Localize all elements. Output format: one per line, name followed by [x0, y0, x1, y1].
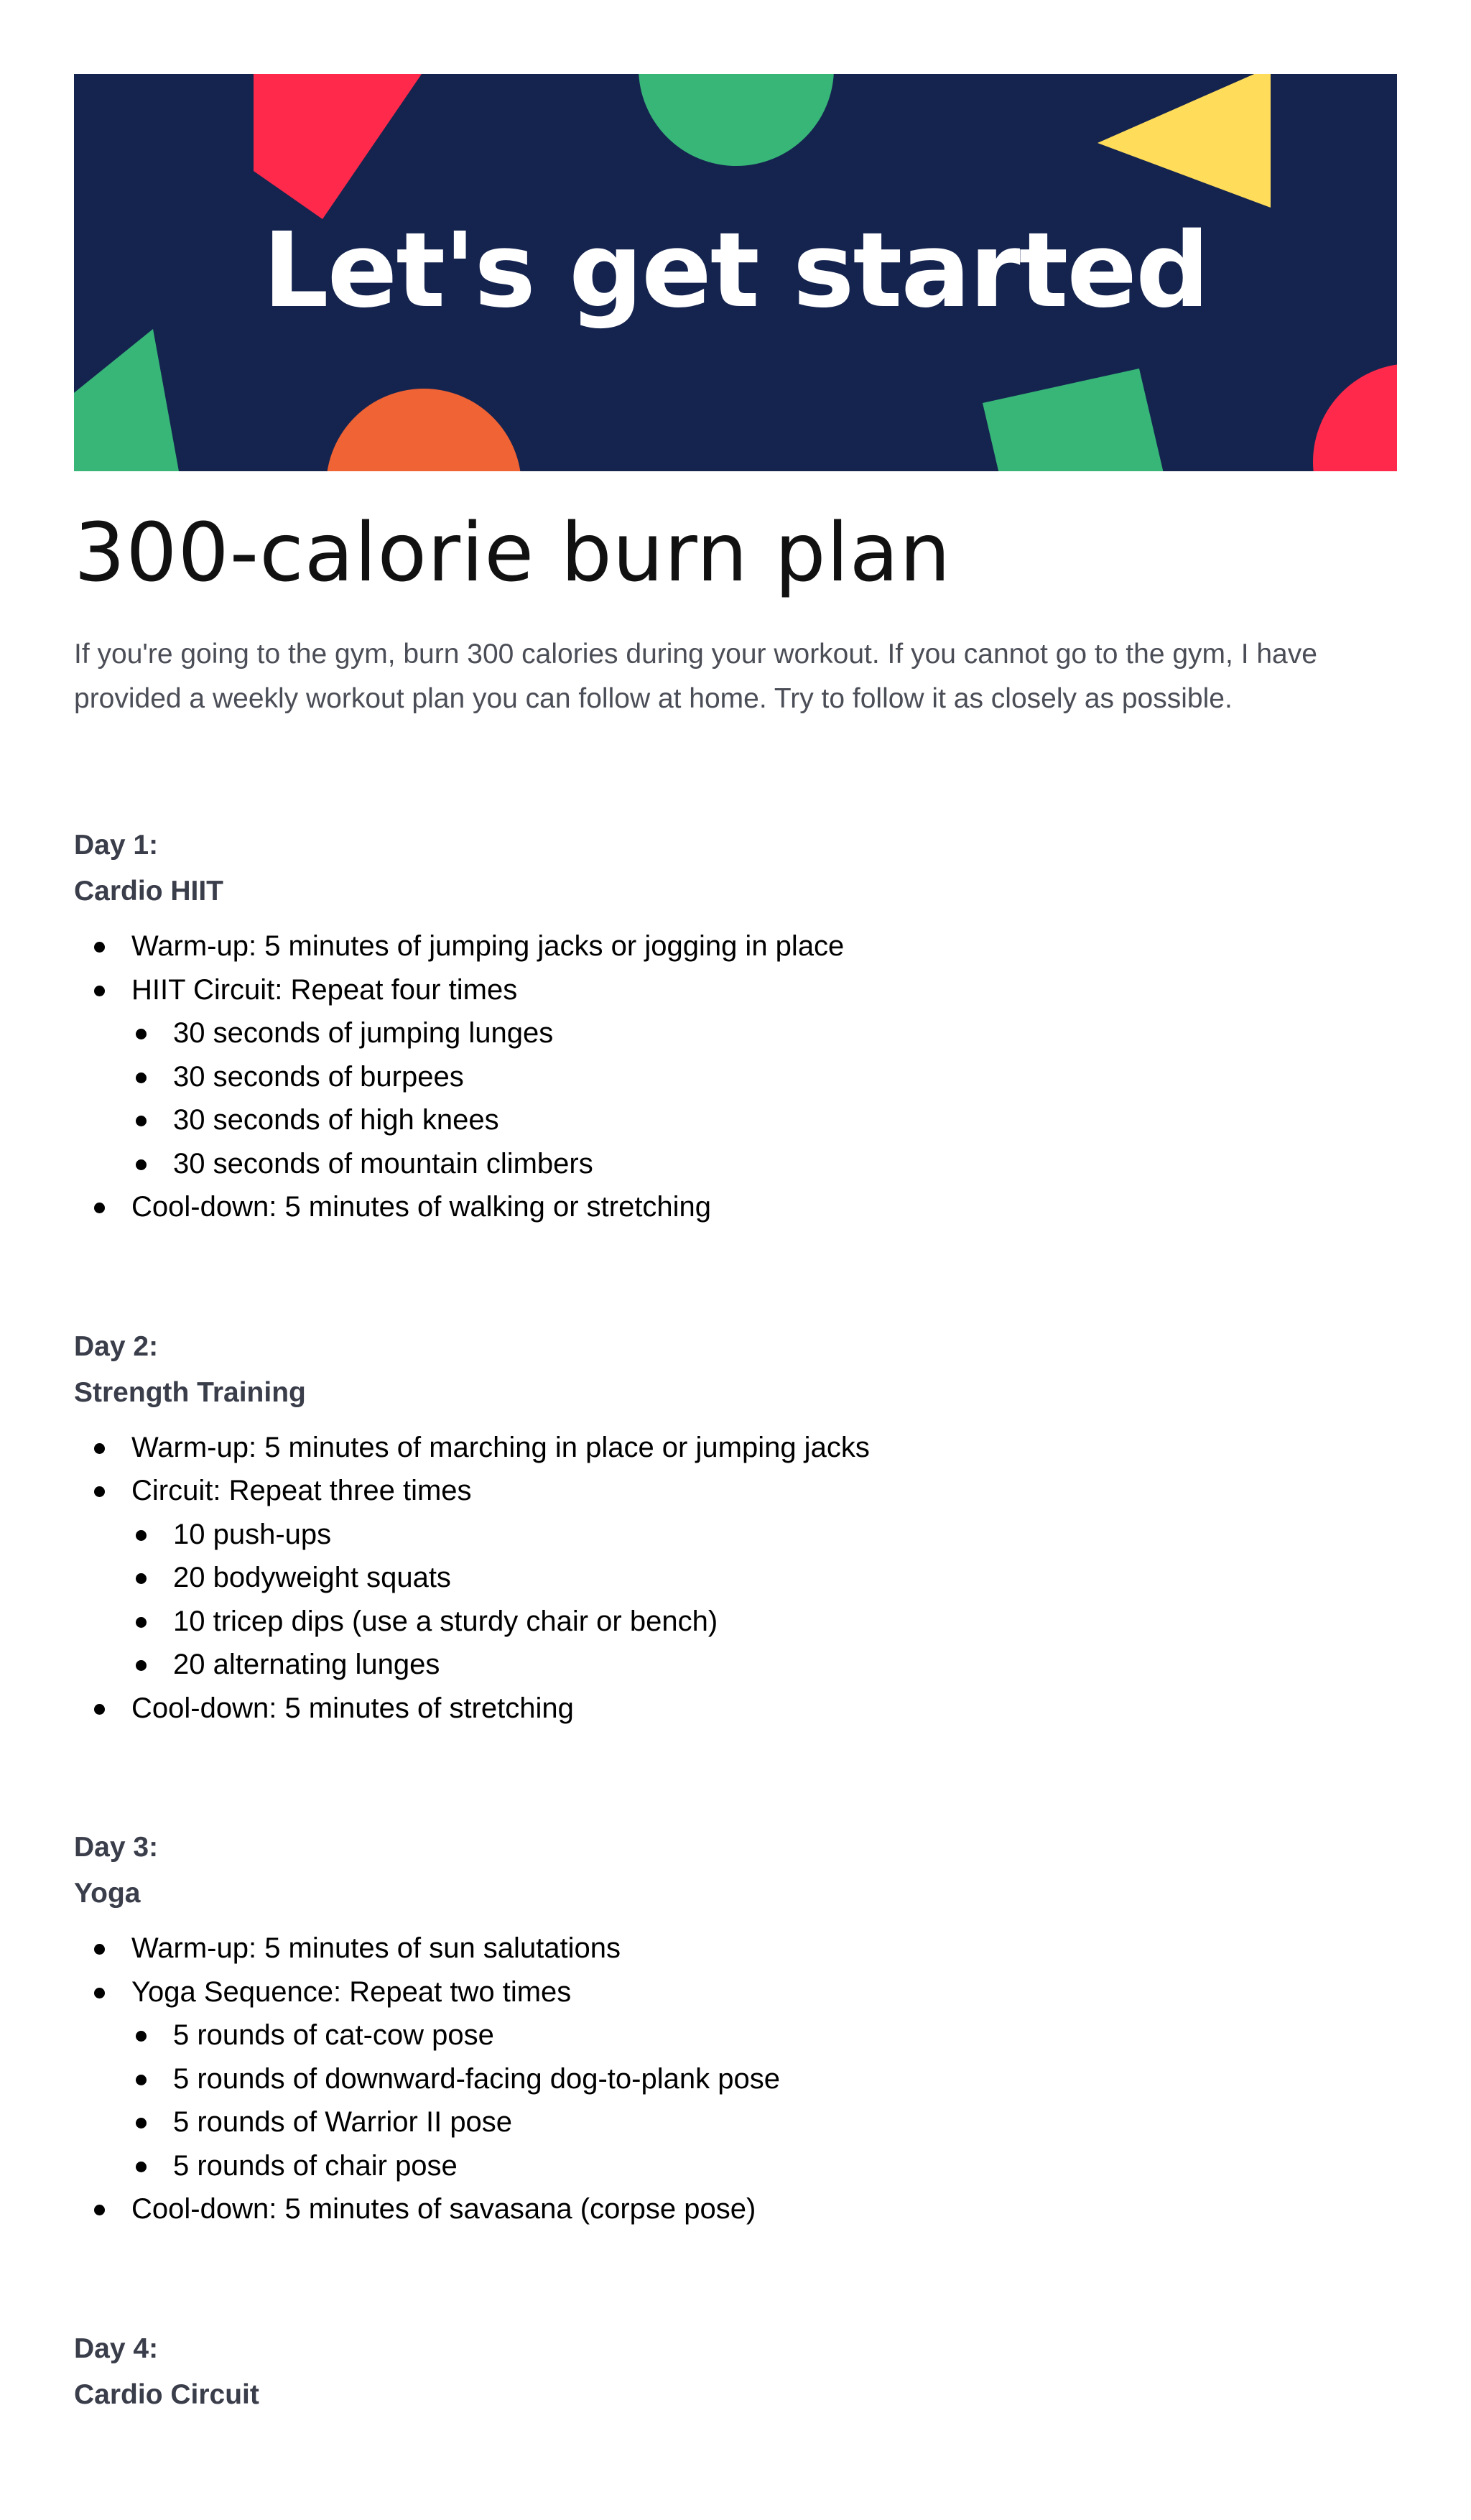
bullet-icon	[136, 1660, 147, 1671]
sub-list-item-text: 30 seconds of jumping lunges	[173, 1017, 554, 1049]
sub-list-item-text: 5 rounds of Warrior II pose	[173, 2106, 513, 2138]
sub-exercise-list	[131, 2014, 1397, 2187]
sub-list-item-text: 5 rounds of downward-facing dog-to-plank pose	[173, 2062, 780, 2095]
bullet-icon	[136, 1116, 147, 1126]
bullet-icon	[136, 2075, 147, 2085]
bullet-icon	[136, 2118, 147, 2128]
sub-exercise-list	[131, 1513, 1397, 1687]
sub-list-item-text: 30 seconds of high knees	[173, 1104, 499, 1136]
sub-list-item	[131, 1142, 1397, 1186]
header-banner	[74, 74, 1397, 471]
sub-list-item-text: 10 push-ups	[173, 1518, 332, 1550]
list-item	[74, 925, 1397, 968]
workout-plan	[74, 823, 1397, 2418]
list-item-text: Cool-down: 5 minutes of walking or stretching	[131, 1191, 712, 1223]
sub-list-item-text: 20 alternating lunges	[173, 1649, 440, 1680]
bullet-icon	[94, 1988, 105, 1998]
bullet-icon	[136, 1530, 147, 1541]
intro-paragraph: If you're going to the gym, burn 300 calories during your workout. If you cannot go to the gym, I have provided a weekly workout plan you can follow at home. Try to follow it as closely as possible.	[74, 639, 1317, 714]
list-item	[74, 1970, 1397, 2188]
sub-list-item-text: 5 rounds of cat-cow pose	[173, 2019, 494, 2051]
list-item	[74, 1927, 1397, 1970]
day-label: Day 4:	[74, 2333, 159, 2364]
day-title: Cardio Circuit	[74, 2378, 259, 2410]
bullet-icon	[136, 2162, 147, 2172]
exercise-list	[74, 1426, 1397, 1731]
day-section	[74, 1324, 1397, 1731]
day-section	[74, 823, 1397, 1229]
list-item-text: Warm-up: 5 minutes of marching in place or jumping jacks	[131, 1431, 870, 1463]
bullet-icon	[136, 1029, 147, 1039]
bullet-icon	[94, 1704, 105, 1715]
list-item-text: Circuit: Repeat three times	[131, 1475, 472, 1506]
bullet-icon	[94, 1443, 105, 1454]
bullet-icon	[136, 1073, 147, 1083]
day-label: Day 3:	[74, 1832, 159, 1863]
bullet-icon	[94, 1944, 105, 1955]
sub-list-item	[131, 1556, 1397, 1600]
bullet-icon	[94, 986, 105, 996]
sub-list-item	[131, 2100, 1397, 2144]
sub-list-item	[131, 2144, 1397, 2188]
day-label: Day 1:	[74, 830, 159, 861]
bullet-icon	[94, 1486, 105, 1497]
sub-list-item	[131, 1011, 1397, 1055]
bullet-icon	[94, 942, 105, 953]
sub-list-item	[131, 2014, 1397, 2057]
sub-list-item	[131, 2057, 1397, 2101]
sub-list-item-text: 20 bodyweight squats	[173, 1562, 451, 1593]
day-title: Cardio HIIT	[74, 876, 224, 907]
sub-list-item-text: 10 tricep dips (use a sturdy chair or bench)	[173, 1605, 718, 1637]
sub-list-item-text: 30 seconds of burpees	[173, 1060, 464, 1093]
day-title: Yoga	[74, 1878, 141, 1909]
list-item	[74, 1687, 1397, 1731]
bullet-icon	[94, 2205, 105, 2215]
sub-exercise-list	[131, 1011, 1397, 1185]
sub-list-item-text: 5 rounds of chair pose	[173, 2149, 458, 2182]
day-label: Day 2:	[74, 1330, 159, 1362]
bullet-icon	[136, 2031, 147, 2042]
list-item	[74, 1469, 1397, 1687]
day-section	[74, 2326, 1397, 2418]
list-item-text: Yoga Sequence: Repeat two times	[131, 1975, 572, 2008]
exercise-list	[74, 925, 1397, 1229]
list-item-text: Cool-down: 5 minutes of savasana (corpse pose)	[131, 2193, 756, 2225]
day-section	[74, 1825, 1397, 2231]
sub-list-item	[131, 1098, 1397, 1142]
list-item-text: Warm-up: 5 minutes of sun salutations	[131, 1932, 621, 1964]
bullet-icon	[94, 1203, 105, 1213]
list-item-text: HIIT Circuit: Repeat four times	[131, 973, 518, 1006]
list-item	[74, 1426, 1397, 1470]
list-item-text: Cool-down: 5 minutes of stretching	[131, 1692, 574, 1724]
bullet-icon	[136, 1159, 147, 1170]
list-item-text: Warm-up: 5 minutes of jumping jacks or jogging in place	[131, 930, 845, 962]
list-item	[74, 968, 1397, 1186]
sub-list-item	[131, 1643, 1397, 1687]
sub-list-item	[131, 1513, 1397, 1557]
sub-list-item-text: 30 seconds of mountain climbers	[173, 1147, 593, 1180]
bullet-icon	[136, 1573, 147, 1584]
day-title: Strength Training	[74, 1376, 306, 1408]
bullet-icon	[136, 1617, 147, 1628]
banner-title: Let's get started	[262, 209, 1209, 330]
list-item	[74, 1185, 1397, 1229]
sub-list-item	[131, 1055, 1397, 1099]
list-item	[74, 2187, 1397, 2231]
sub-list-item	[131, 1600, 1397, 1644]
exercise-list	[74, 1927, 1397, 2231]
page-title: 300-calorie burn plan	[74, 506, 952, 600]
